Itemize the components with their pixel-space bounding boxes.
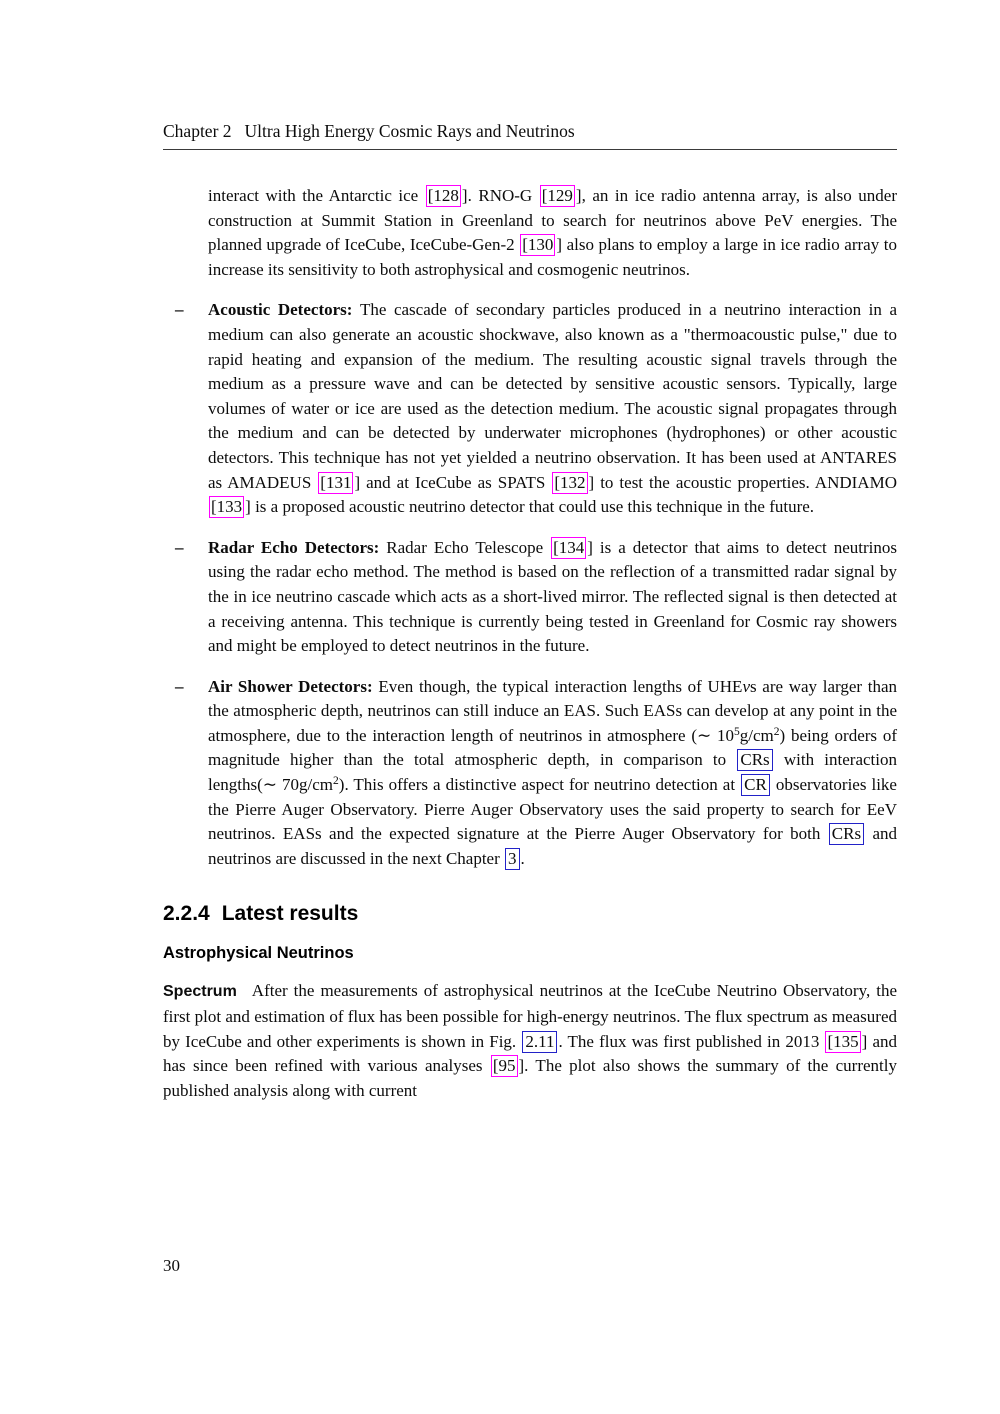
bullet-item	[163, 536, 897, 659]
internal-link[interactable]: 3	[505, 848, 520, 870]
chapter-number: Chapter 2	[163, 121, 232, 141]
content-blocks	[163, 184, 897, 1103]
chapter-title: Ultra High Energy Cosmic Rays and Neutrinos	[244, 121, 575, 141]
text-run: ] and at IceCube as SPATS	[354, 472, 552, 492]
citation-link[interactable]: [134	[553, 537, 585, 557]
text-run: ] is a detector that aims to detect neutrinos using the radar echo method. The method is based on the reflection of a transmitted radar signal by the in ice neutrino cascade which acts as a short-lived mirror. The reflected signal is then detected at a receiving antenna. This technique is currently being tested in Greenland for Cosmic ray showers and might be employed to detect neutrinos in the future.	[208, 537, 898, 656]
text-run: Even though, the typical interaction lengths of UHE	[378, 676, 743, 696]
text-run: ). This offers a distinctive aspect for neutrino detection at	[338, 775, 741, 795]
text-run: After the measurements of astrophysical neutrinos at the IceCube Neutrino Observatory, the first plot and estimation of flux has been possible for high-energy neutrinos. The flux spectrum as measured by IceCube and other experiments is shown in Fig.	[163, 981, 897, 1051]
text-run: Radar Echo Telescope	[386, 537, 551, 557]
text-run: Radar Echo Detectors:	[208, 537, 387, 557]
text-run: ] to test the acoustic properties. ANDIAMO	[588, 472, 897, 492]
citation-link[interactable]: [95	[492, 1056, 516, 1076]
section-title: Latest results	[221, 902, 359, 926]
text-run: g/cm	[739, 725, 774, 745]
bullet-dash: –	[175, 300, 184, 320]
bullet-dash: –	[175, 537, 184, 557]
text-run: ] and has since been refined with various analyses	[163, 1031, 897, 1076]
text-run: 5	[734, 725, 740, 738]
text-run: Air Shower Detectors:	[208, 676, 379, 696]
citation-link[interactable]: [133	[211, 497, 243, 517]
subsection-heading: Astrophysical Neutrinos	[163, 944, 354, 963]
text-run: 2	[333, 775, 339, 788]
text-run: observatories like the Pierre Auger Observatory. Pierre Auger Observatory uses the said property to search for EeV neutrinos. EASs and the expected signature at the Pierre Auger Observatory for both	[208, 775, 897, 844]
citation-link[interactable]: [128	[427, 186, 459, 205]
text-run: ], an in ice radio antenna array, is also under construction at Summit Station in Greenland to search for neutrinos above PeV energies. The planned upgrade of IceCube, IceCube-Gen-2	[208, 186, 897, 255]
text-run: ]. The plot also shows the summary of the currently published analysis along with current	[163, 1056, 897, 1100]
text-run: ]. RNO-G	[461, 186, 539, 205]
text-run: with interaction lengths(∼ 70g/cm	[208, 750, 897, 795]
text-run: ] is a proposed acoustic neutrino detector that could use this technique in the future.	[245, 497, 815, 517]
internal-link[interactable]: CRs	[829, 823, 864, 845]
citation-link[interactable]: [131	[320, 472, 352, 492]
text-run: . The flux was first published in 2013	[558, 1031, 825, 1051]
text-run: ν	[742, 676, 750, 696]
citation-link[interactable]: [129	[541, 186, 573, 205]
text-run: ) being orders of magnitude higher than the total atmospheric depth, in comparison to	[208, 725, 897, 770]
bullet-item	[163, 298, 897, 519]
text-run: The cascade of secondary particles produced in a neutrino interaction in a medium can also generate an acoustic shockwave, also known as a "thermoacoustic pulse," due to rapid heating and expansion of the medium. The resulting acoustic signal travels through the medium as a pressure wave and can be detected by sensitive acoustic sensors. Typically, large volumes of water or ice are used as the detection medium. The acoustic signal propagates through the medium and can be detected by underwater microphones (hydrophones) or other acoustic detectors. This technique has not yet yielded a neutrino observation. It has been used at ANTARES as AMADEUS	[208, 300, 897, 492]
text-run: Spectrum	[163, 983, 237, 1001]
paragraph	[208, 184, 897, 282]
citation-link[interactable]: [135	[827, 1031, 859, 1051]
text-run: s are way larger than the atmospheric depth, neutrinos can still induce an EAS. Such EASs can develop at any point in the atmosphere, due to the interaction length of neutrinos in atmosphere (∼ 10	[208, 676, 898, 745]
text-run: and neutrinos are discussed in the next Chapter	[208, 824, 898, 868]
internal-link[interactable]: CRs	[737, 749, 772, 771]
text-run: ] also plans to employ a large in ice radio array to increase its sensitivity to both astrophysical and cosmogenic neutrinos.	[208, 235, 897, 279]
bullet-dash: –	[175, 676, 184, 696]
text-run: Acoustic Detectors:	[208, 300, 360, 320]
page-number: 30	[163, 1256, 180, 1275]
text-run: .	[520, 848, 525, 868]
citation-link[interactable]: [132	[554, 472, 586, 492]
internal-link[interactable]: 2.11	[522, 1031, 557, 1053]
text-run: 2	[773, 725, 780, 738]
citation-link[interactable]: [130	[522, 235, 554, 255]
paragraph	[163, 979, 897, 1103]
text-run: interact with the Antarctic ice	[208, 186, 425, 205]
section-number: 2.2.4	[163, 902, 210, 926]
running-header	[163, 121, 897, 150]
section-heading	[163, 902, 897, 926]
bullet-item	[163, 675, 897, 872]
internal-link[interactable]: CR	[741, 774, 770, 796]
